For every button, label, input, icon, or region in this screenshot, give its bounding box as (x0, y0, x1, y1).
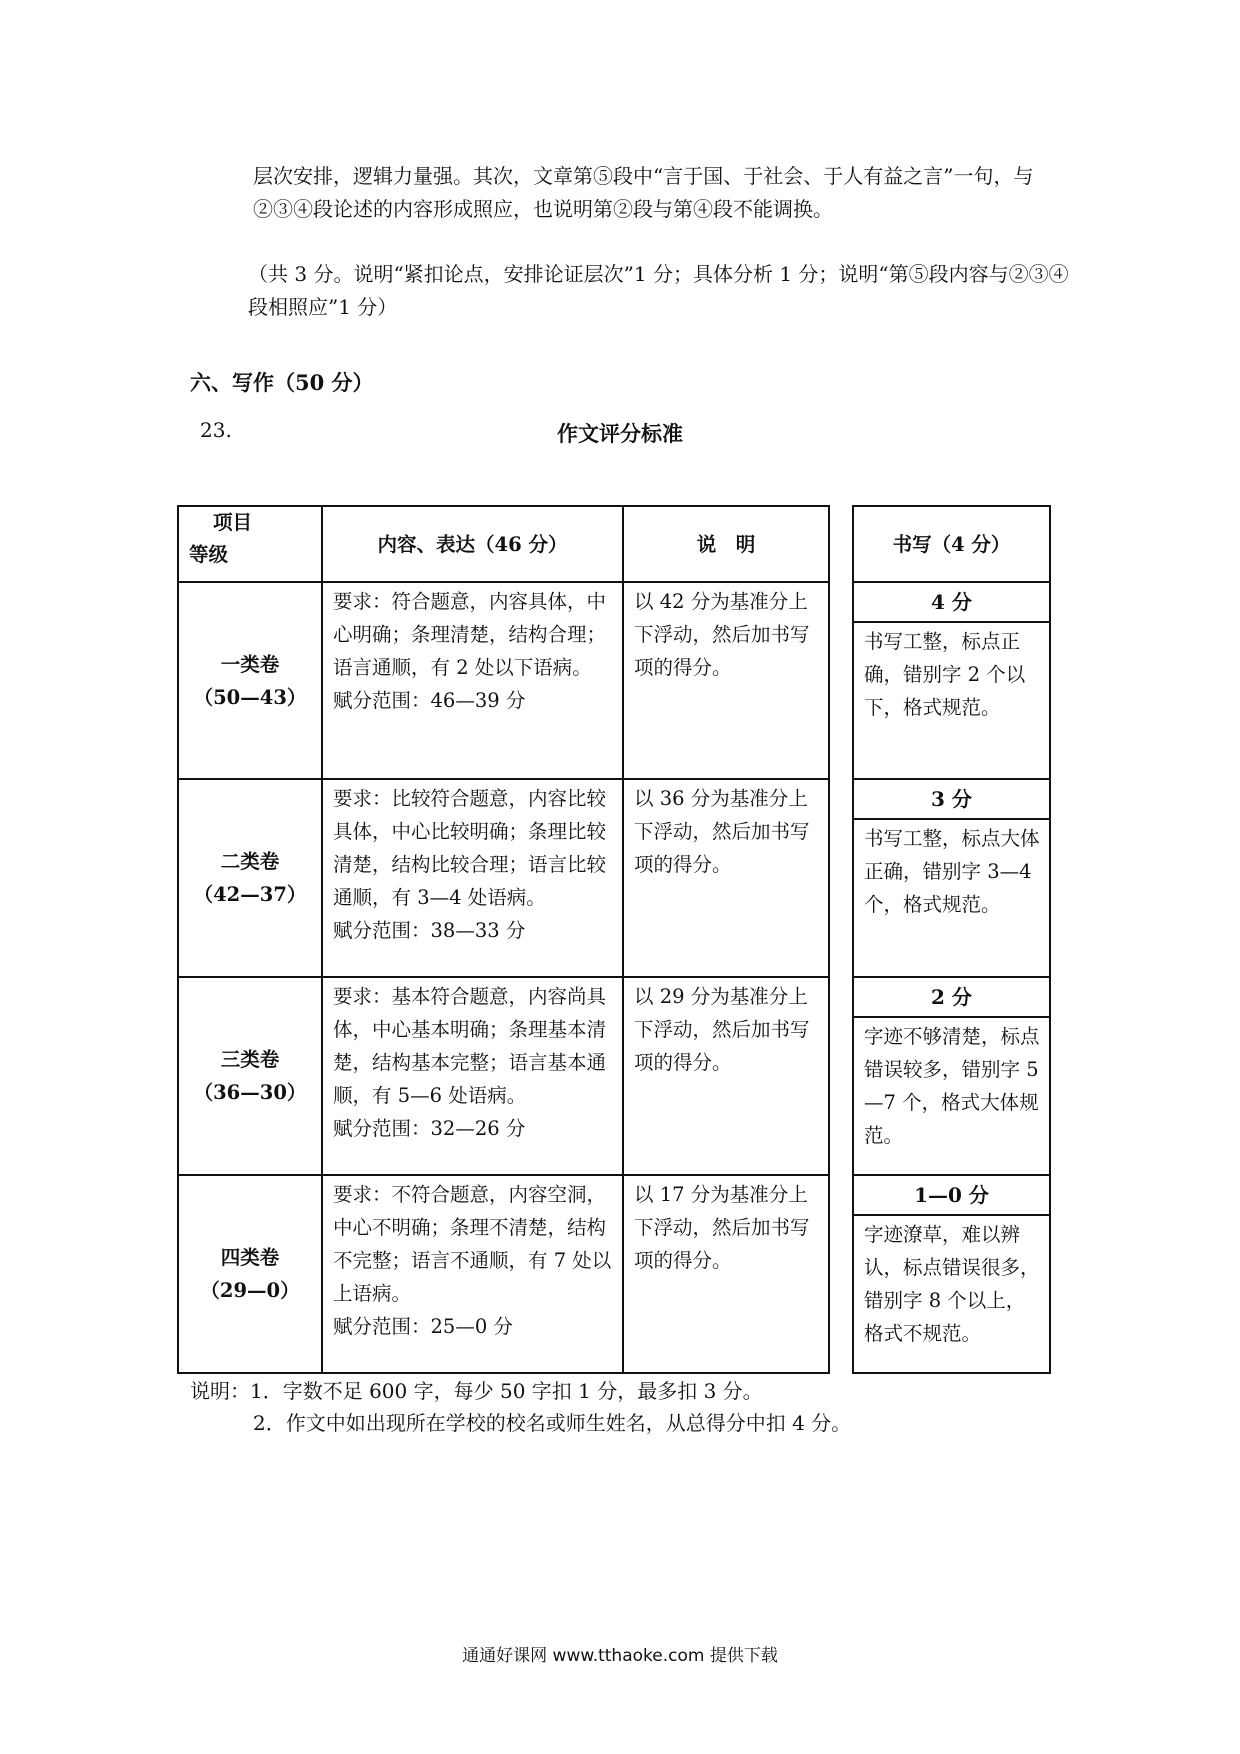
content-score-range: 赋分范围：38—33 分 (333, 919, 526, 943)
content-requirement: 要求：基本符合题意，内容尚具体，中心基本明确；条理基本清楚，结构基本完整；语言基本通顺，有 5—6 处语病。 (333, 985, 607, 1108)
note-cell: 以 36 分为基准分上下浮动，然后加书写项的得分。 (623, 779, 829, 977)
table-note-1: 说明：1．字数不足 600 字，每少 50 字扣 1 分，最多扣 3 分。 (190, 1379, 763, 1403)
content-cell (322, 582, 623, 779)
content-requirement: 要求：符合题意，内容具体，中心明确；条理清楚，结构合理；语言通顺，有 2 处以下语病。 (333, 590, 607, 680)
content-requirement: 要求：不符合题意，内容空洞，中心不明确；条理不清楚，结构不完整；语言不通顺，有 7 处以上语病。 (333, 1183, 612, 1306)
handwriting-score: 3 分 (854, 780, 1049, 820)
grade-range: （50—43） (193, 685, 307, 709)
grade-name: 四类卷 (220, 1246, 280, 1270)
header-content: 内容、表达（46 分） (322, 506, 623, 582)
table-title: 作文评分标准 (557, 421, 683, 446)
header-note: 说 明 (623, 506, 829, 582)
question-number: 23. (200, 418, 232, 442)
note-cell: 以 42 分为基准分上下浮动，然后加书写项的得分。 (623, 582, 829, 779)
table-row (178, 1175, 1050, 1373)
handwriting-desc: 书写工整，标点大体正确，错别字 3—4 个，格式规范。 (864, 827, 1040, 917)
content-score-range: 赋分范围：25—0 分 (333, 1315, 513, 1339)
grade-cell (178, 977, 322, 1175)
content-score-range: 赋分范围：46—39 分 (333, 689, 526, 713)
note-cell: 以 29 分为基准分上下浮动，然后加书写项的得分。 (623, 977, 829, 1175)
grade-cell (178, 1175, 322, 1373)
content-cell (322, 977, 623, 1175)
handwriting-cell (853, 977, 1050, 1175)
header-handwriting: 书写（4 分） (853, 506, 1050, 582)
header-item-label: 项目 (213, 511, 253, 534)
scoring-note-paragraph: （共 3 分。说明“紧扣论点，安排论证层次”1 分；具体分析 1 分；说明“第⑤段内容与②③④段相照应”1 分） (248, 262, 1069, 319)
grade-range: （36—30） (193, 1081, 307, 1105)
handwriting-cell (853, 582, 1050, 779)
content-score-range: 赋分范围：32—26 分 (333, 1117, 526, 1141)
handwriting-cell (853, 779, 1050, 977)
header-grade-label: 等级 (189, 543, 229, 566)
content-cell (322, 779, 623, 977)
grade-cell (178, 582, 322, 779)
handwriting-score: 1—0 分 (854, 1176, 1049, 1216)
note-cell: 以 17 分为基准分上下浮动，然后加书写项的得分。 (623, 1175, 829, 1373)
handwriting-desc: 字迹不够清楚，标点错误较多，错别字 5—7 个，格式大体规范。 (864, 1025, 1040, 1148)
page-footer: 通通好课网 www.tthaoke.com 提供下载 (462, 1646, 778, 1666)
grade-cell (178, 779, 322, 977)
rubric-table (177, 505, 1051, 1374)
table-row (178, 582, 1050, 779)
grade-range: （29—0） (200, 1279, 300, 1303)
grade-range: （42—37） (193, 883, 307, 907)
handwriting-score: 2 分 (854, 978, 1049, 1018)
grade-name: 一类卷 (220, 652, 280, 676)
grade-name: 三类卷 (220, 1048, 280, 1072)
table-header-row (178, 506, 1050, 582)
content-cell (322, 1175, 623, 1373)
table-row (178, 779, 1050, 977)
grade-name: 二类卷 (220, 850, 280, 874)
table-row (178, 977, 1050, 1175)
handwriting-score: 4 分 (854, 583, 1049, 623)
answer-paragraph-1: 层次安排，逻辑力量强。其次，文章第⑤段中“言于国、于社会、于人有益之言”一句，与②③④段论述的内容形成照应，也说明第②段与第④段不能调换。 (253, 164, 1034, 221)
handwriting-desc: 字迹潦草，难以辨认，标点错误很多，错别字 8 个以上，格式不规范。 (864, 1223, 1040, 1346)
content-requirement: 要求：比较符合题意，内容比较具体，中心比较明确；条理比较清楚，结构比较合理；语言比较通顺，有 3—4 处语病。 (333, 787, 607, 910)
section-title: 六、写作（50 分） (190, 370, 374, 395)
table-note-2: 2．作文中如出现所在学校的校名或师生姓名，从总得分中扣 4 分。 (253, 1411, 852, 1435)
handwriting-cell (853, 1175, 1050, 1373)
header-diagonal-cell (178, 506, 322, 582)
column-gap (829, 506, 853, 1373)
handwriting-desc: 书写工整，标点正确，错别字 2 个以下，格式规范。 (864, 630, 1026, 720)
